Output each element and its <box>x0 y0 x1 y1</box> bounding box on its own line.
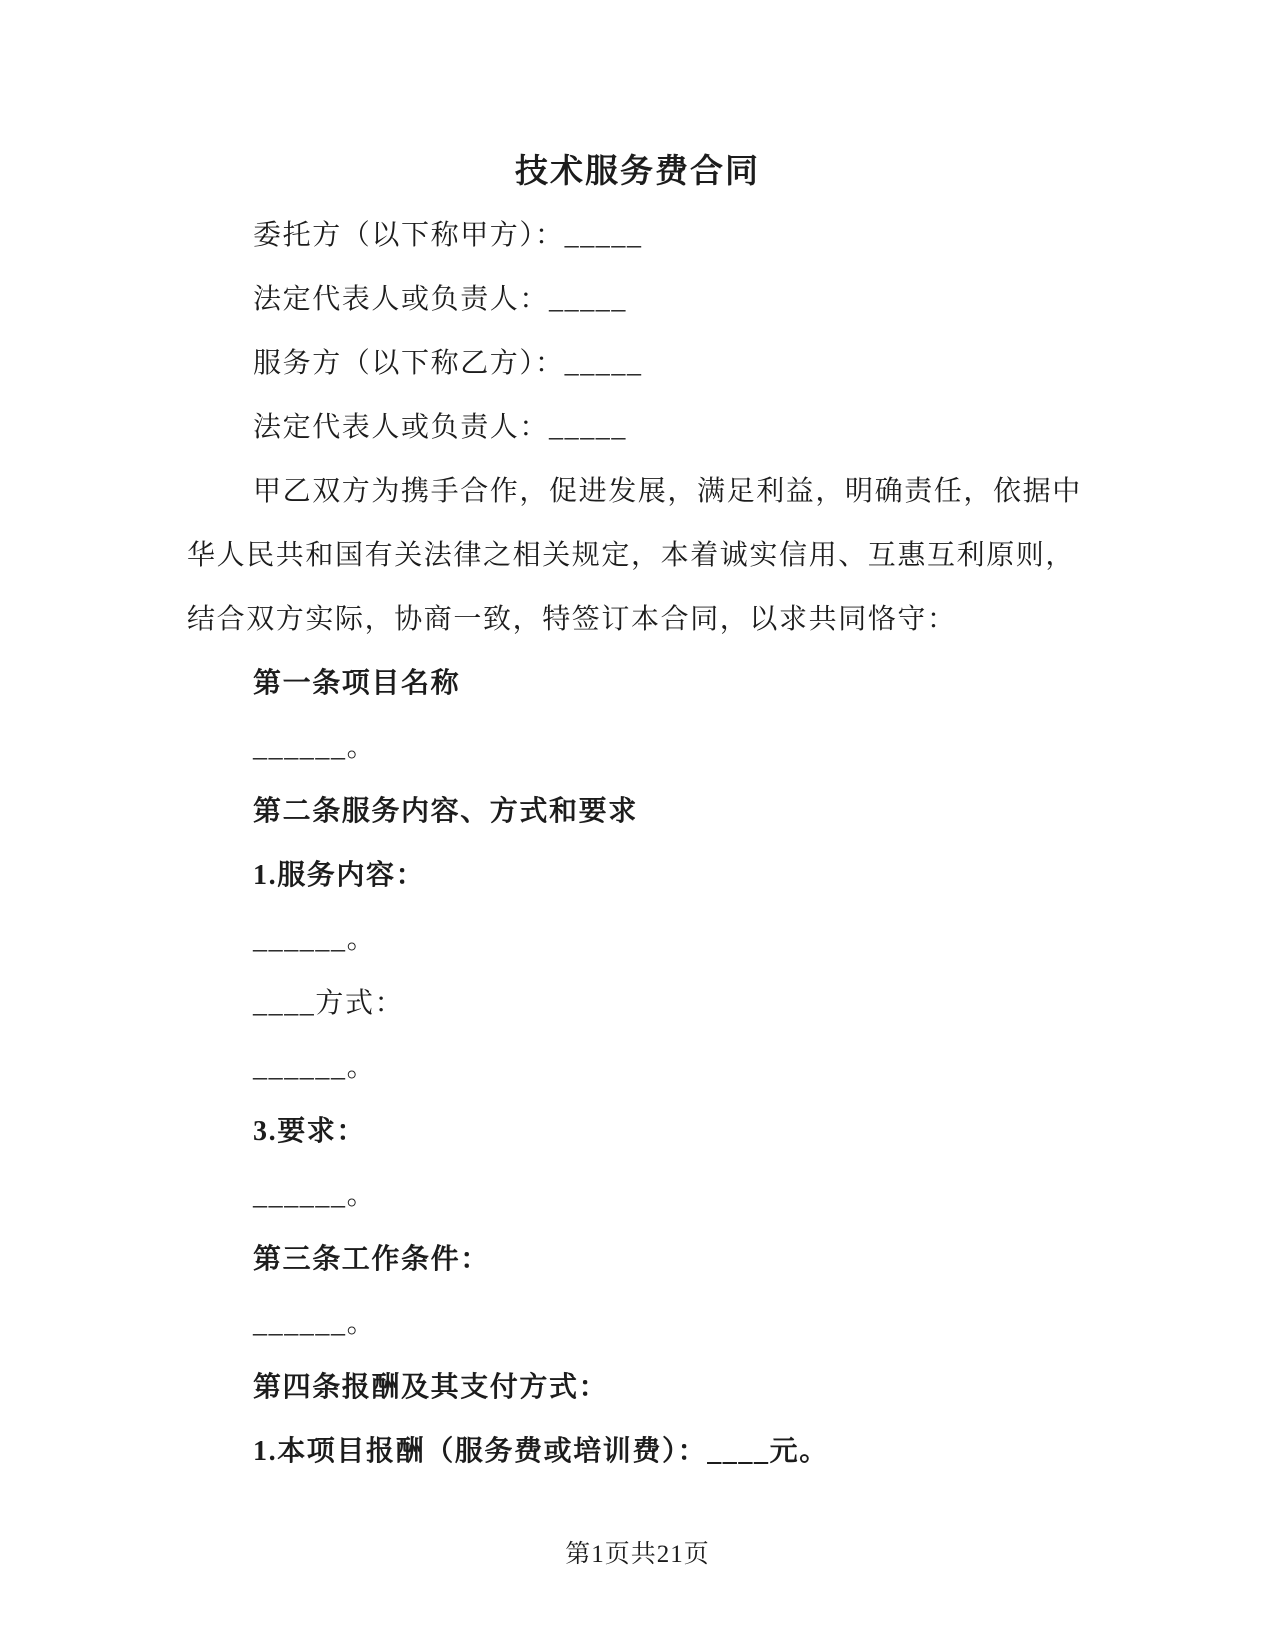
preamble-line-1: 甲乙双方为携手合作，促进发展，满足利益，明确责任，依据中 <box>253 476 1082 507</box>
page-number: 第1页共21页 <box>565 1541 710 1568</box>
document-body <box>187 204 1125 1484</box>
heading-article-1: 第一条项目名称 <box>253 668 461 699</box>
preamble-line-2: 华人民共和国有关法律之相关规定，本着诚实信用、互惠互利原则， <box>187 540 1076 571</box>
blank-fill-line-3: ______。 <box>253 1052 377 1083</box>
blank-fill-line-2: ______。 <box>253 924 377 955</box>
preamble-line-3: 结合双方实际，协商一致，特签订本合同，以求共同恪守： <box>187 604 957 635</box>
heading-article-3: 第三条工作条件： <box>253 1244 490 1275</box>
field-legal-rep-b: 法定代表人或负责人：_____ <box>253 412 628 443</box>
line-service-method: ____方式： <box>253 988 405 1019</box>
field-client-party: 委托方（以下称甲方）：_____ <box>253 220 643 251</box>
blank-fill-line-1: ______。 <box>253 732 377 763</box>
line-remuneration: 1.本项目报酬（服务费或培训费）：____元。 <box>253 1436 829 1467</box>
blank-fill-line-4: ______。 <box>253 1180 377 1211</box>
subheading-requirements: 3.要求： <box>253 1116 367 1147</box>
document-title: 技术服务费合同 <box>515 154 760 190</box>
heading-article-2: 第二条服务内容、方式和要求 <box>253 796 638 827</box>
blank-fill-line-5: ______。 <box>253 1308 377 1339</box>
field-legal-rep-a: 法定代表人或负责人：_____ <box>253 284 628 315</box>
heading-article-4: 第四条报酬及其支付方式： <box>253 1372 609 1403</box>
field-service-party: 服务方（以下称乙方）：_____ <box>253 348 643 379</box>
subheading-service-content: 1.服务内容： <box>253 860 426 891</box>
